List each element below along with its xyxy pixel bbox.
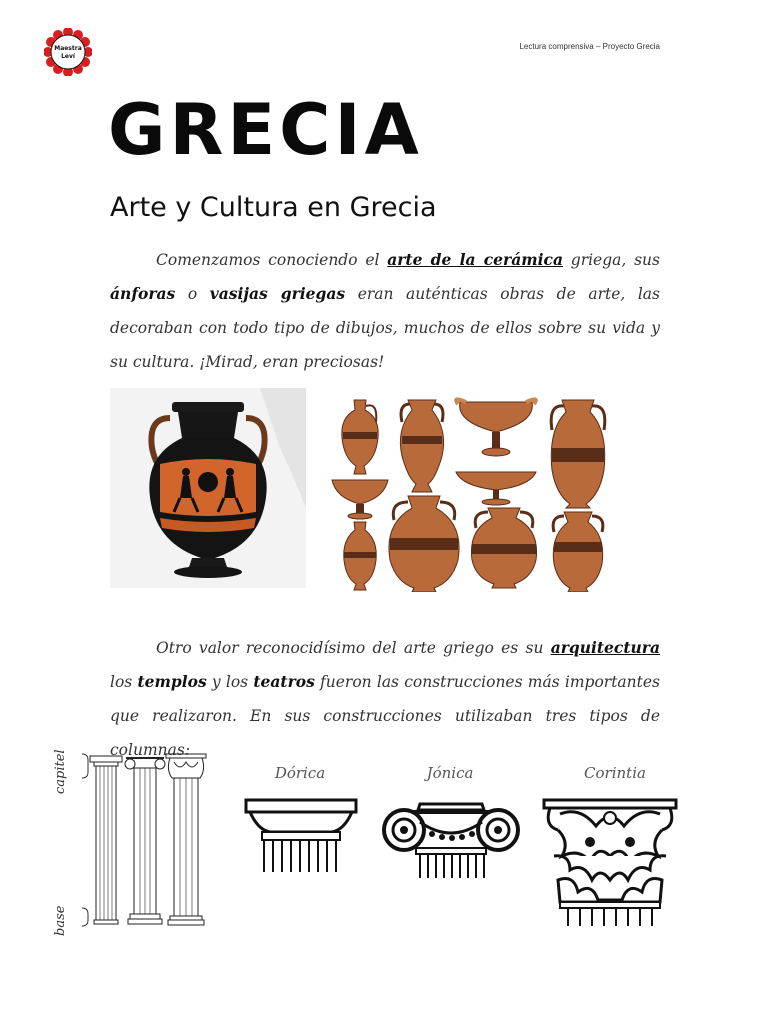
greek-vases-illustration (330, 396, 614, 592)
p1-text-3: o (175, 285, 210, 303)
paragraph-architecture (110, 631, 661, 759)
p2-text-1: Otro valor reconocidísimo del arte griego es su (156, 639, 551, 657)
p2-text-4: fueron las construcciones más importantes que realizaron. En sus construcciones utilizaban tres tipos de columnas: (110, 673, 661, 759)
page-subtitle: Arte y Cultura en Grecia (110, 192, 437, 223)
paragraph-ceramics (110, 243, 660, 379)
amphora-photo (110, 388, 306, 588)
column-types-diagram (48, 744, 218, 940)
term-vasijas: vasijas griegas (209, 284, 346, 303)
link-arquitectura[interactable]: arquitectura (550, 638, 660, 657)
label-base: base (53, 905, 68, 936)
label-capitel: capitel (53, 749, 68, 794)
label-corintia: Corintia (584, 764, 646, 782)
maestra-levi-logo (44, 28, 92, 76)
header-note: Lectura comprensiva – Proyecto Grecia (519, 42, 660, 51)
p2-text-2: los (110, 673, 138, 691)
term-templos: templos (137, 672, 207, 691)
p1-text-2: griega, sus (563, 251, 660, 269)
corinthian-capital-drawing (540, 796, 680, 928)
ionic-capital-drawing (380, 800, 522, 880)
p1-text-4: eran auténticas obras de arte, las decoraban con todo tipo de dibujos, muchos de ellos sobre su vida y su cultura. ¡Mirad, eran preciosas! (110, 285, 661, 371)
p2-text-3: y los (206, 673, 254, 691)
link-arte-ceramica[interactable]: arte de la cerámica (387, 250, 564, 269)
logo-text-line2: Leví (61, 53, 75, 60)
p1-text-1: Comenzamos conociendo el (156, 251, 388, 269)
label-jonica: Jónica (426, 764, 474, 782)
doric-capital-drawing (244, 796, 358, 874)
term-teatros: teatros (253, 672, 315, 691)
page-title: GRECIA (108, 89, 423, 171)
label-dorica: Dórica (274, 764, 326, 782)
logo-text-line1: Maestra (54, 45, 82, 52)
term-anforas: ánforas (110, 284, 176, 303)
